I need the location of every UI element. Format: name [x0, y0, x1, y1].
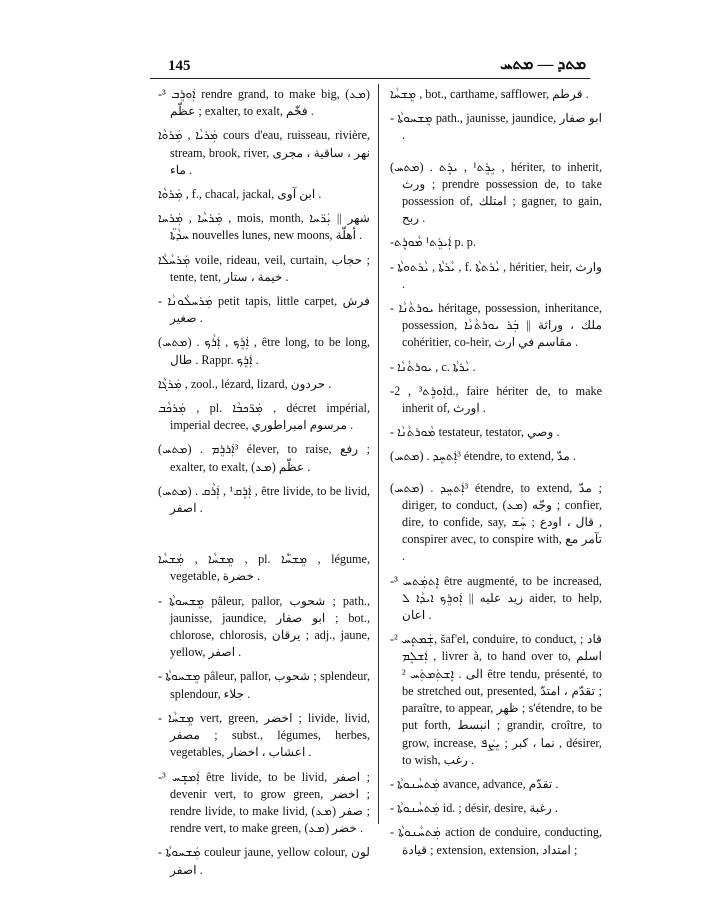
dictionary-entry: - ܡܲܬܚܵܢܘܬܵܐ avance, advance, تقدّم .: [390, 776, 559, 791]
dictionary-entry: -ܐܸܬܡܲܬܚ ³ être augmenté, to be increased, زيد عليه || ܐܲܘܪܸܟ ܐܝܕܵܐ ܠ aider, to help, اعان .: [390, 573, 602, 623]
running-head: ܡܬܕ — ܡܬܚ: [500, 56, 587, 73]
left-column: [158, 86, 370, 886]
dictionary-entry: - ܡܵܘܪܬܵܢܵܐ testateur, testator, وصي .: [390, 425, 560, 440]
column-divider: [378, 84, 379, 824]
dictionary-entry: - ܡܲܪܚܠܵܘܢܵܐ petit tapis, little carpet, فرش صغير .: [158, 294, 370, 326]
dictionary-headword-entry: (ܡܬܚ) . ³ܐܲܬܚܸܕ étendre, to extend, مدّ ; diriger, to conduct, (ܡܥ) وجّه ; confier, dire, to confide, say, قال ، اودع ; ܚܲܫ , conspirer avec, to conspire with, تآمر مع .: [390, 480, 603, 564]
dictionary-entry: (ܡܬܚ) . ³ܐܲܪܪܸܡ élever, to raise, رفع ; exalter, to exalt, (ܡܥ) عظّم .: [158, 442, 370, 474]
header-rule: [150, 78, 590, 79]
dictionary-entry: - ܝܘܪܬܵܢܵܐ héritage, possession, inheritance, possession, ملك ، وراثة || ܒܲܪ ܝܘܪܬܵܢܵܐ cohéritier, co-heir, مقاسم في ارث .: [390, 301, 602, 350]
dictionary-entry: -ܐܲܡܫܸܚ ³ être livide, to be livid, اصفر ; devenir vert, to grow green, اخضر ; rendre livide, to make livid, (ܡܥ) صفر ; rendre vert, to make green, (ܡܥ) خضر .: [158, 769, 371, 836]
dictionary-headword-entry: ܡܸܫܚܵܐ , ܡܲܫܚܵܐ , pl. ܡܸܫܚ̈ܵܐ , légume, vegetable, خضرة .: [158, 552, 370, 584]
dictionary-entry: - ܡܸܫܚܘܬܵܐ pâleur, pallor, شحوب ; path., jaunisse, jaundice, ابو صفار ; bot., chlorose, chlorosis, يرقان ; adj., jaune, yellow, اصفر .: [158, 593, 371, 660]
dictionary-entry: - ܡܸܫܚܘܬܵܐ pâleur, pallor, شحوب ; splendeur, splendour, جلاء .: [158, 669, 371, 701]
dictionary-entry: ܡܲܪܚܵܐ , ܡܲܪܚܐ , mois, month, شهر || ܝܲܪ̈ܚܐ ܚܕܵܬ̈ܐ nouvelles lunes, new moons, أهلّة .: [158, 211, 370, 243]
dictionary-entry: -ܐܲܘܪܸܬ³ , 2d., faire hériter de, to make inherit of, اورث .: [390, 383, 602, 416]
dictionary-entry: - ܡܲܫܚܘܬܵܐ couleur jaune, yellow colour, لون اصفر .: [158, 845, 370, 877]
dictionary-entry: - ܡܲܬܚܵܢܘܬܵܐ id. ; désir, desire, رغبة .: [390, 801, 558, 816]
dictionary-entry: (ܡܬܚ) . ܐܲܪܸܟ , ܐܲܪܵܟ , être long, to be long, طال . Rappr. ܐܲܪܸܟ .: [158, 335, 370, 367]
dictionary-entry: (ܡܬܚ) . ³ܐܲܬܚܸܕ étendre, to extend, مدّ .: [390, 449, 576, 464]
dictionary-entry: ܡܸܫܚܵܐ , bot., carthame, safflower, قرطم .: [390, 87, 589, 101]
dictionary-entry: -ܐܲܝܪܸܬ¹ ܡܵܘܪܸܬ p. p.: [390, 235, 476, 250]
dictionary-entry: ܡܲܪܝܵܐ , ܡܲܪܘܵܐ cours d'eau, ruisseau, rivière, stream, brook, river, نهر ، ساقية ، مجرى ماء .: [158, 128, 370, 177]
dictionary-entry: - ܡܸܫܚܵܐ vert, green, اخضر ; livide, livid, مصفر ; subst., légumes, herbes, vegetables, اعشاب ، اخضار .: [158, 710, 370, 760]
dictionary-entry: ܡܲܪܟܵܒ , pl. ܡܲܪ̈ܟܒܵܐ , décret impérial, imperial decree, مرسوم امبراطوري .: [158, 401, 370, 433]
page-header: [0, 56, 714, 80]
dictionary-entry: ܡܲܪܓܵܐ , zool., lézard, lizard, حردون .: [158, 376, 332, 391]
dictionary-entry: ܡܲܪܚܵܠܵܐ voile, rideau, veil, curtain, حجاب ; tente, tent, خيمة ، ستار .: [158, 252, 370, 284]
dictionary-entry: - ܝܘܪܬܵܢܵܐ , c. ܝܵܪܬܵܐ .: [390, 359, 476, 374]
dictionary-headword-entry: (ܡܬܚ) . ܝܸܪܸܬ¹ , ܝܪܸܬ , hériter, to inherit, ورث ; prendre possession de, to take possession of, امتلك ; gagner, to gain, ربح .: [390, 159, 602, 226]
dictionary-entry: - ܝܵܪܬܵܐ , ܝܵܪܬܘܬܵܐ , f. ܝܵܪܬܬܵܐ , héritier, heir, وارث .: [390, 259, 602, 291]
dictionary-entry: (ܡܬܚ) . ܐܲܪܸܩ¹ , ܐܲܪܵܩ , être livide, to be livid, اصفر .: [158, 483, 370, 516]
dictionary-entry: ܡܲܪܘܵܐ , f., chacal, jackal, ابن آوى .: [158, 187, 322, 202]
dictionary-entry: -ܐܲܘܪܸܒ ³ rendre grand, to make big, (ܡܥ) عظّم ; exalter, to exalt, فخّم .: [158, 87, 370, 119]
dictionary-entry: - ܡܲܬܚܵܢܘܬܵܐ action de conduire, conducting, قيادة ; extension, extension, امتداد ;: [390, 825, 602, 857]
right-column: [390, 86, 602, 866]
dictionary-entry: -ܫܲܡܬܸܚ ², šaf'el, conduire, to conduct, قاد ; ܐܲܫܠܸܡ , livrer à, to hand over to, اسلم الى . ܐܸܫܬܲܡܬܲܚ ² être tendu, présenté, to be stretched out, presented, تقدّم ، امتدّ ; paraître, to appear, ظهر ; s'étendre, to be put forth, انبسط ; grandir, croître, to grow, increase, نما ، كبر ; ܝܸܨܲܦ , désirer, to wish, رغب .: [390, 632, 603, 767]
page-number: 145: [168, 58, 191, 74]
dictionary-entry: - ܡܸܫܚܘܬܵܐ path., jaunisse, jaundice, ابو صفار .: [390, 111, 603, 143]
